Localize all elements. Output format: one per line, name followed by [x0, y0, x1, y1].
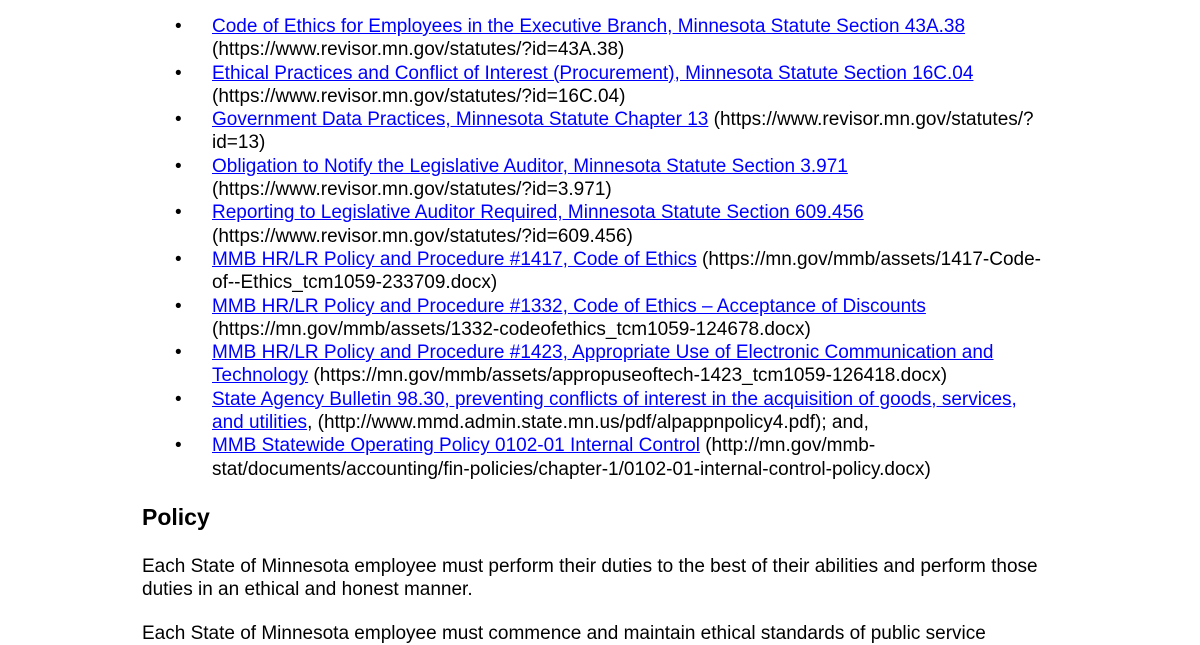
reference-link[interactable]: MMB HR/LR Policy and Procedure #1417, Code of Ethics	[212, 248, 697, 270]
list-item	[0, 295, 1052, 342]
reference-url: (https://mn.gov/mmb/assets/1417-Code-of--Ethics_tcm1059-233709.docx)	[212, 248, 1041, 294]
list-item	[0, 155, 1052, 202]
list-item	[0, 201, 1052, 248]
reference-link[interactable]: Reporting to Legislative Auditor Required, Minnesota Statute Section 609.456	[212, 202, 864, 224]
list-item	[0, 248, 1052, 295]
reference-url: (https://www.revisor.mn.gov/statutes/?id=3.971)	[212, 179, 612, 201]
list-item	[0, 108, 1052, 155]
list-item	[0, 434, 1052, 481]
bullet: •	[175, 388, 182, 410]
reference-link[interactable]: MMB HR/LR Policy and Procedure #1332, Code of Ethics – Acceptance of Discounts	[212, 295, 926, 317]
reference-url: (https://www.revisor.mn.gov/statutes/?id=13)	[212, 109, 1034, 154]
policy-paragraph: Each State of Minnesota employee must perform their duties to the best of their abilities and perform those duties in an ethical and honest manner.	[142, 556, 1038, 601]
bullet: •	[175, 342, 182, 364]
reference-link[interactable]: Code of Ethics for Employees in the Executive Branch, Minnesota Statute Section 43A.38	[212, 16, 966, 37]
reference-url: (https://www.revisor.mn.gov/statutes/?id=609.456)	[212, 225, 633, 247]
references-list	[0, 15, 1200, 481]
reference-link[interactable]: Government Data Practices, Minnesota Statute Chapter 13	[212, 109, 709, 131]
reference-link[interactable]: Ethical Practices and Conflict of Interest (Procurement), Minnesota Statute Section 16C.04	[212, 62, 974, 84]
bullet: •	[175, 435, 182, 457]
policy-paragraph: Each State of Minnesota employee must commence and maintain ethical standards of public service	[142, 623, 986, 644]
reference-link[interactable]: MMB Statewide Operating Policy 0102-01 Internal Control	[212, 435, 700, 457]
reference-link[interactable]: MMB HR/LR Policy and Procedure #1423, Appropriate Use of Electronic Communication and Technology	[212, 342, 994, 387]
bullet: •	[175, 202, 182, 224]
bullet: •	[175, 16, 182, 37]
reference-link[interactable]: State Agency Bulletin 98.30, preventing conflicts of interest in the acquisition of goods, services, and utilities	[212, 388, 1017, 434]
reference-url: (https://www.revisor.mn.gov/statutes/?id=43A.38)	[212, 39, 625, 61]
bullet: •	[175, 295, 182, 317]
reference-url: (https://mn.gov/mmb/assets/appropuseoftech-1423_tcm1059-126418.docx)	[313, 365, 948, 387]
list-item	[0, 388, 1052, 435]
bullet: •	[175, 62, 182, 84]
list-item	[0, 15, 1052, 62]
reference-link[interactable]: Obligation to Notify the Legislative Auditor, Minnesota Statute Section 3.971	[212, 155, 848, 177]
reference-url: (https://mn.gov/mmb/assets/1332-codeofethics_tcm1059-124678.docx)	[212, 318, 811, 340]
reference-url: , (http://www.mmd.admin.state.mn.us/pdf/alpappnpolicy4.pdf); and,	[307, 412, 869, 434]
reference-url: (http://mn.gov/mmb-stat/documents/accounting/fin-policies/chapter-1/0102-01-internal-control-policy.docx)	[212, 435, 931, 480]
bullet: •	[175, 109, 182, 131]
policy-heading: Policy	[142, 504, 210, 530]
reference-url: (https://www.revisor.mn.gov/statutes/?id=16C.04)	[212, 85, 626, 107]
list-item	[0, 341, 1052, 388]
list-item	[0, 62, 1052, 109]
bullet: •	[175, 248, 182, 270]
bullet: •	[175, 155, 182, 177]
